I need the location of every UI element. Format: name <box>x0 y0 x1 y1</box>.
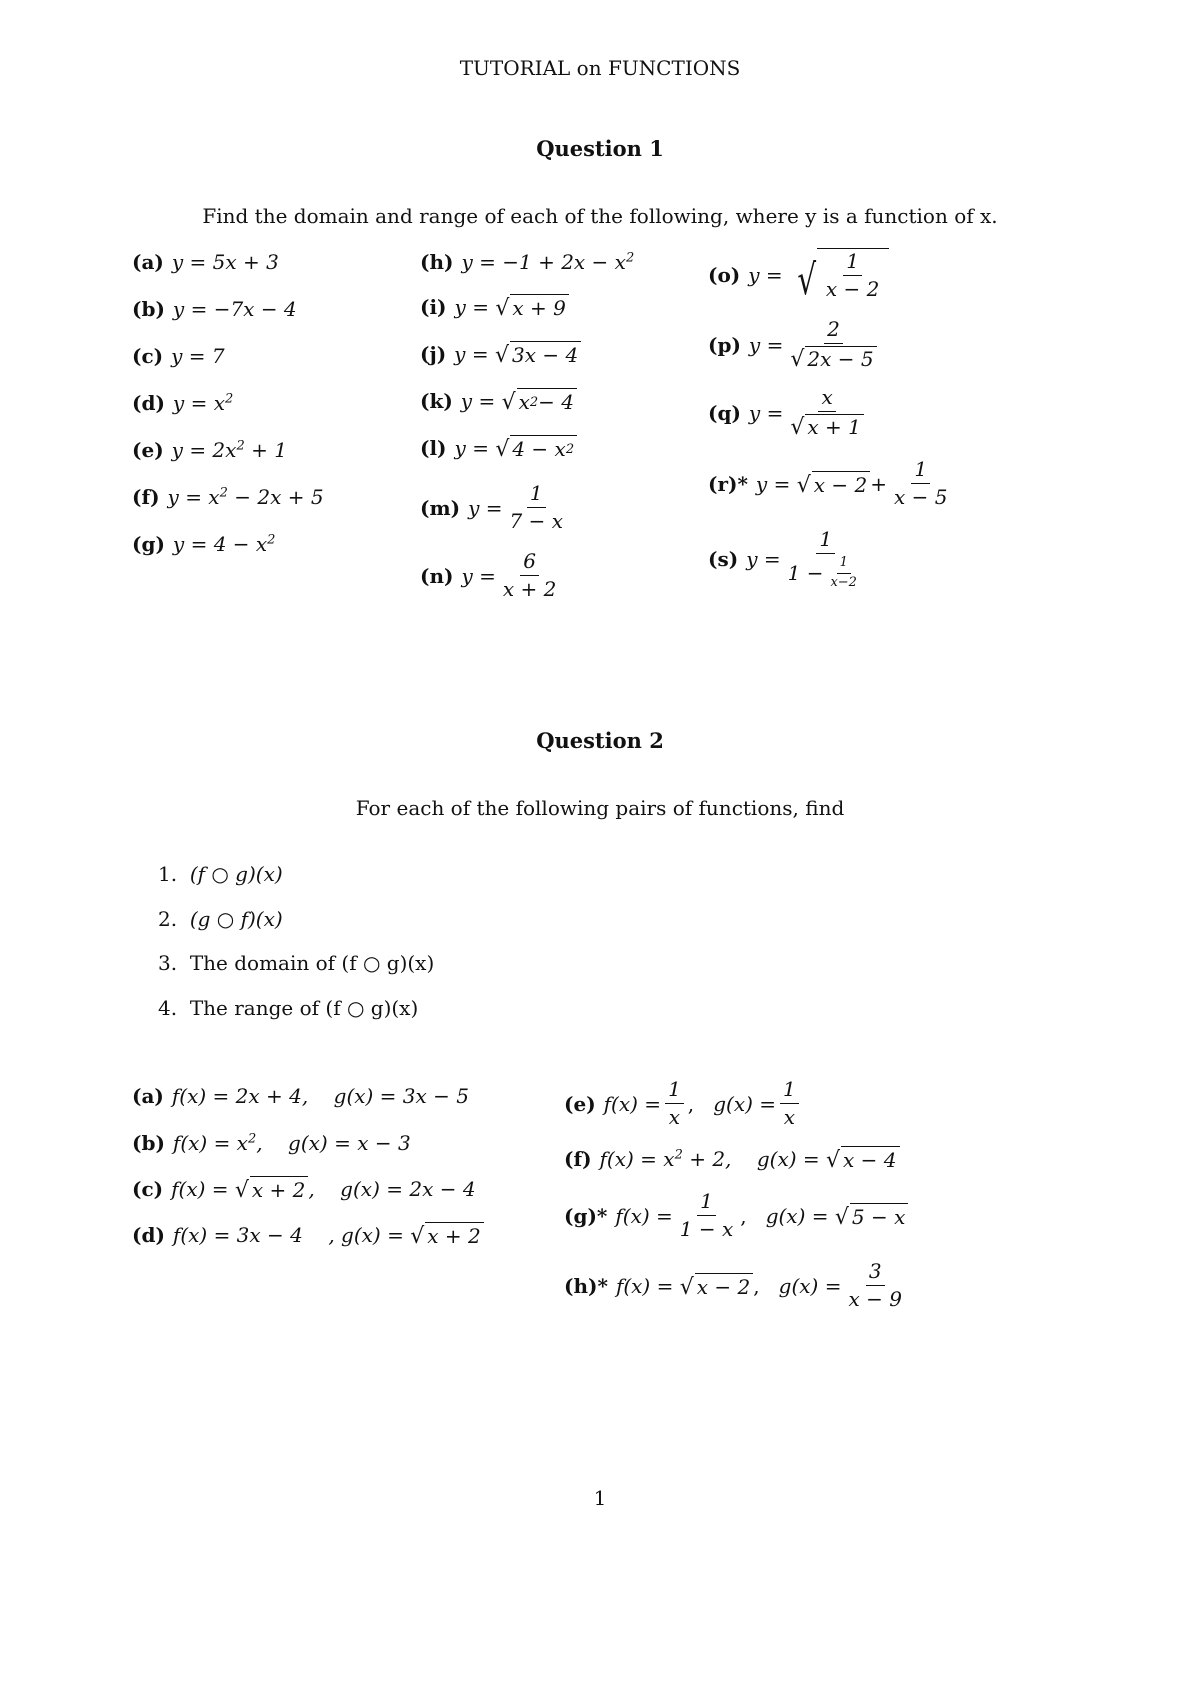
item-label: (k) <box>420 389 453 413</box>
question-2-title: Question 2 <box>536 728 664 753</box>
question-1-intro: Find the domain and range of each of the following, where y is a function of x. <box>202 204 998 228</box>
fraction <box>500 550 559 601</box>
square-root: √ x + 2 <box>410 1222 484 1248</box>
radicand: 2x − 5 <box>805 346 876 371</box>
item-label: (f) <box>132 485 160 509</box>
q1-item-b <box>132 297 297 321</box>
expression-lhs: y = <box>748 400 784 425</box>
expression-lhs: g(x) = <box>713 1091 777 1116</box>
radicand: 3x − 4 <box>510 341 581 367</box>
item-label: (b) <box>132 297 165 321</box>
denominator: 7 − x <box>509 509 563 533</box>
item-label: (r)* <box>708 471 748 496</box>
item-label: (i) <box>420 295 447 319</box>
q1-item-j <box>420 341 581 367</box>
expression-lhs: g(x) = <box>778 1273 842 1298</box>
q2-pair-e <box>564 1078 803 1129</box>
expression: f(x) = 3x − 4 , g(x) = <box>172 1223 404 1247</box>
task-number: 2. <box>158 907 178 931</box>
square-root: √ x + 1 <box>790 414 864 439</box>
q1-item-k <box>420 388 577 414</box>
denominator: x − 2 <box>825 277 880 301</box>
expression-lhs: y = <box>468 495 503 520</box>
numerator: 1 <box>527 482 546 508</box>
q1-item-r <box>708 458 954 509</box>
fraction <box>845 1260 904 1311</box>
square-root: √ 4 − x 2 <box>495 435 577 461</box>
expression: y = 2x <box>171 438 237 462</box>
task-text: (f ○ g)(x) <box>189 862 283 886</box>
expression-lhs: y = <box>454 436 489 460</box>
q1-item-e <box>132 438 287 462</box>
q1-item-s <box>708 528 871 591</box>
item-label: (s) <box>708 547 739 572</box>
numerator: 6 <box>520 550 539 576</box>
expression: y = 7 <box>171 344 225 368</box>
item-label: (m) <box>420 495 461 520</box>
fraction <box>787 318 879 371</box>
fraction <box>677 1190 736 1241</box>
denominator: 1 − <box>787 560 824 585</box>
fraction <box>823 250 882 301</box>
q1-item-h <box>420 250 634 274</box>
exponent: 2 <box>267 532 276 548</box>
radicand: x − 2 <box>812 471 870 497</box>
q1-item-m <box>420 482 570 533</box>
square-root: √ x − 2 <box>680 1273 754 1299</box>
expression-lhs: f(x) = <box>603 1091 662 1116</box>
task-number: 3. <box>158 951 178 975</box>
square-root: √ 5 − x <box>835 1203 909 1229</box>
task-text: The domain of (f ○ g)(x) <box>189 951 435 975</box>
expression-tail: − 2x + 5 <box>227 485 324 509</box>
item-label: (c) <box>132 344 164 368</box>
item-label: (j) <box>420 342 447 366</box>
comma: , <box>753 1273 760 1298</box>
radicand: x − 4 <box>841 1146 899 1172</box>
fraction <box>780 1078 799 1129</box>
square-root: √ 2x − 5 <box>790 346 876 371</box>
square-root: √ x + 9 <box>495 294 569 320</box>
expression: y = −1 + 2x − x <box>461 250 626 274</box>
denominator: 1 − x <box>679 1217 734 1241</box>
expression-lhs: y = <box>460 389 496 413</box>
radicand: 4 − x <box>512 437 566 461</box>
exponent: 2 <box>224 391 234 407</box>
numerator: 1 <box>780 1078 799 1104</box>
item-label: (b) <box>132 1131 165 1155</box>
square-root: √ x − 2 <box>797 471 871 497</box>
inner-fraction <box>827 556 860 591</box>
item-label: (h) <box>420 250 454 274</box>
page-number: 1 <box>593 1486 607 1510</box>
expression-lhs: g(x) = <box>765 1203 829 1228</box>
item-label: (c) <box>132 1177 164 1201</box>
task-text: The range of (f ○ g)(x) <box>189 996 419 1020</box>
numerator: 3 <box>866 1260 885 1286</box>
exponent: 2 <box>625 250 635 266</box>
item-label: (o) <box>708 262 741 287</box>
q2-task-2 <box>158 907 283 931</box>
square-root: √ x 2 − 4 <box>502 388 577 414</box>
expression-lhs: y = <box>454 295 489 319</box>
expression-tail: + 2, g(x) = <box>682 1147 820 1171</box>
numerator: x <box>818 386 835 412</box>
denominator: x + 2 <box>502 577 557 601</box>
q2-task-1 <box>158 862 283 886</box>
fraction <box>785 528 867 591</box>
denominator: x − 9 <box>848 1287 902 1311</box>
radicand: x + 2 <box>250 1176 308 1202</box>
denominator: x − 5 <box>893 485 948 509</box>
q1-item-g <box>132 532 275 556</box>
item-label: (g) <box>132 532 165 556</box>
q2-pair-g <box>564 1190 908 1241</box>
expression: y = 4 − x <box>172 532 268 556</box>
expression-tail: , g(x) = 2x − 4 <box>308 1177 476 1201</box>
comma: , <box>740 1203 747 1228</box>
expression: y = x <box>167 485 220 509</box>
expression-lhs: f(x) = <box>171 1177 229 1201</box>
item-label: (d) <box>132 391 165 415</box>
q2-pair-f <box>564 1146 900 1172</box>
item-label: (p) <box>708 332 741 357</box>
q1-item-d <box>132 391 233 415</box>
expression-lhs: y = <box>746 547 781 572</box>
q1-item-l <box>420 435 577 461</box>
item-label: (g)* <box>564 1203 608 1228</box>
square-root: √ 3x − 4 <box>495 341 581 367</box>
expression: y = x <box>172 391 225 415</box>
q1-item-c <box>132 344 225 368</box>
fraction <box>507 482 566 533</box>
item-label: (n) <box>420 563 454 588</box>
exponent: 2 <box>565 441 575 457</box>
comma: , <box>687 1091 695 1116</box>
expression-lhs: y = <box>454 342 489 366</box>
radicand: 5 − x <box>850 1203 908 1229</box>
q2-task-3 <box>158 951 434 975</box>
expression-lhs: f(x) = <box>615 1273 674 1298</box>
expression-lhs: f(x) = <box>615 1203 673 1228</box>
square-root: √ x − 4 <box>826 1146 900 1172</box>
q1-item-a <box>132 250 279 274</box>
numerator: 1 <box>816 528 835 554</box>
expression-lhs: y = <box>748 332 784 357</box>
expression: f(x) = 2x + 4, g(x) = 3x − 5 <box>171 1084 469 1108</box>
q2-pair-b <box>132 1131 411 1155</box>
numerator: 1 <box>665 1078 684 1104</box>
task-number: 4. <box>158 996 178 1020</box>
expression: y = −7x − 4 <box>172 297 297 321</box>
exponent: 2 <box>236 438 245 454</box>
fraction <box>665 1078 684 1129</box>
q1-item-i <box>420 294 569 320</box>
q2-task-4 <box>158 996 418 1020</box>
numerator: 2 <box>824 318 843 344</box>
expression-lhs: y = <box>748 262 783 287</box>
q1-item-f <box>132 485 324 509</box>
denominator: x <box>668 1105 681 1129</box>
inner-numerator: 1 <box>837 556 851 574</box>
question-2-intro: For each of the following pairs of functions, find <box>355 796 845 820</box>
q1-item-q <box>708 386 871 439</box>
expression-tail: , g(x) = x − 3 <box>256 1131 411 1155</box>
item-label: (e) <box>132 438 164 462</box>
square-root: √ $\frac{1}{x - 2}$ <box>789 248 889 301</box>
item-label: (e) <box>564 1091 596 1116</box>
square-root: √ x + 2 <box>235 1176 309 1202</box>
item-label: (d) <box>132 1223 165 1247</box>
task-number: 1. <box>158 862 178 886</box>
expression-tail: + 1 <box>244 438 287 462</box>
item-label: (a) <box>132 250 164 274</box>
q2-pair-a <box>132 1084 469 1108</box>
expression-lhs: y = <box>755 471 791 496</box>
document-title: TUTORIAL on FUNCTIONS <box>459 56 741 80</box>
q1-item-n <box>420 550 563 601</box>
denominator: x <box>783 1105 796 1129</box>
item-label: (h)* <box>564 1273 608 1298</box>
exponent: 2 <box>674 1147 683 1163</box>
exponent: 2 <box>529 394 539 410</box>
numerator: 1 <box>911 458 930 484</box>
numerator: 1 <box>843 250 862 276</box>
radicand: x + 2 <box>425 1222 483 1248</box>
expression: f(x) = x <box>172 1131 248 1155</box>
q1-item-p <box>708 318 884 371</box>
item-label: (q) <box>708 400 741 425</box>
exponent: 2 <box>219 485 228 501</box>
fraction <box>891 458 950 509</box>
numerator: 1 <box>697 1190 716 1216</box>
question-1-title: Question 1 <box>536 136 664 161</box>
radicand: x <box>518 390 530 414</box>
plus-sign: + <box>870 471 887 496</box>
expression: f(x) = x <box>599 1147 675 1171</box>
q1-item-o <box>708 248 889 304</box>
inner-denominator: x−2 <box>830 574 857 590</box>
item-label: (f) <box>564 1147 592 1171</box>
radicand: x − 2 <box>695 1273 753 1299</box>
item-label: (a) <box>132 1084 164 1108</box>
item-label: (l) <box>420 436 447 460</box>
expression-lhs: y = <box>461 563 496 588</box>
task-text: (g ○ f)(x) <box>189 907 283 931</box>
q2-pair-d <box>132 1222 484 1248</box>
q2-pair-c <box>132 1176 476 1202</box>
radicand: x + 1 <box>805 414 863 439</box>
q2-pair-h <box>564 1260 909 1311</box>
expression: y = 5x + 3 <box>171 250 279 274</box>
radicand-tail: − 4 <box>538 390 575 414</box>
exponent: 2 <box>247 1131 257 1147</box>
radicand: x + 9 <box>510 294 568 320</box>
fraction <box>787 386 867 439</box>
